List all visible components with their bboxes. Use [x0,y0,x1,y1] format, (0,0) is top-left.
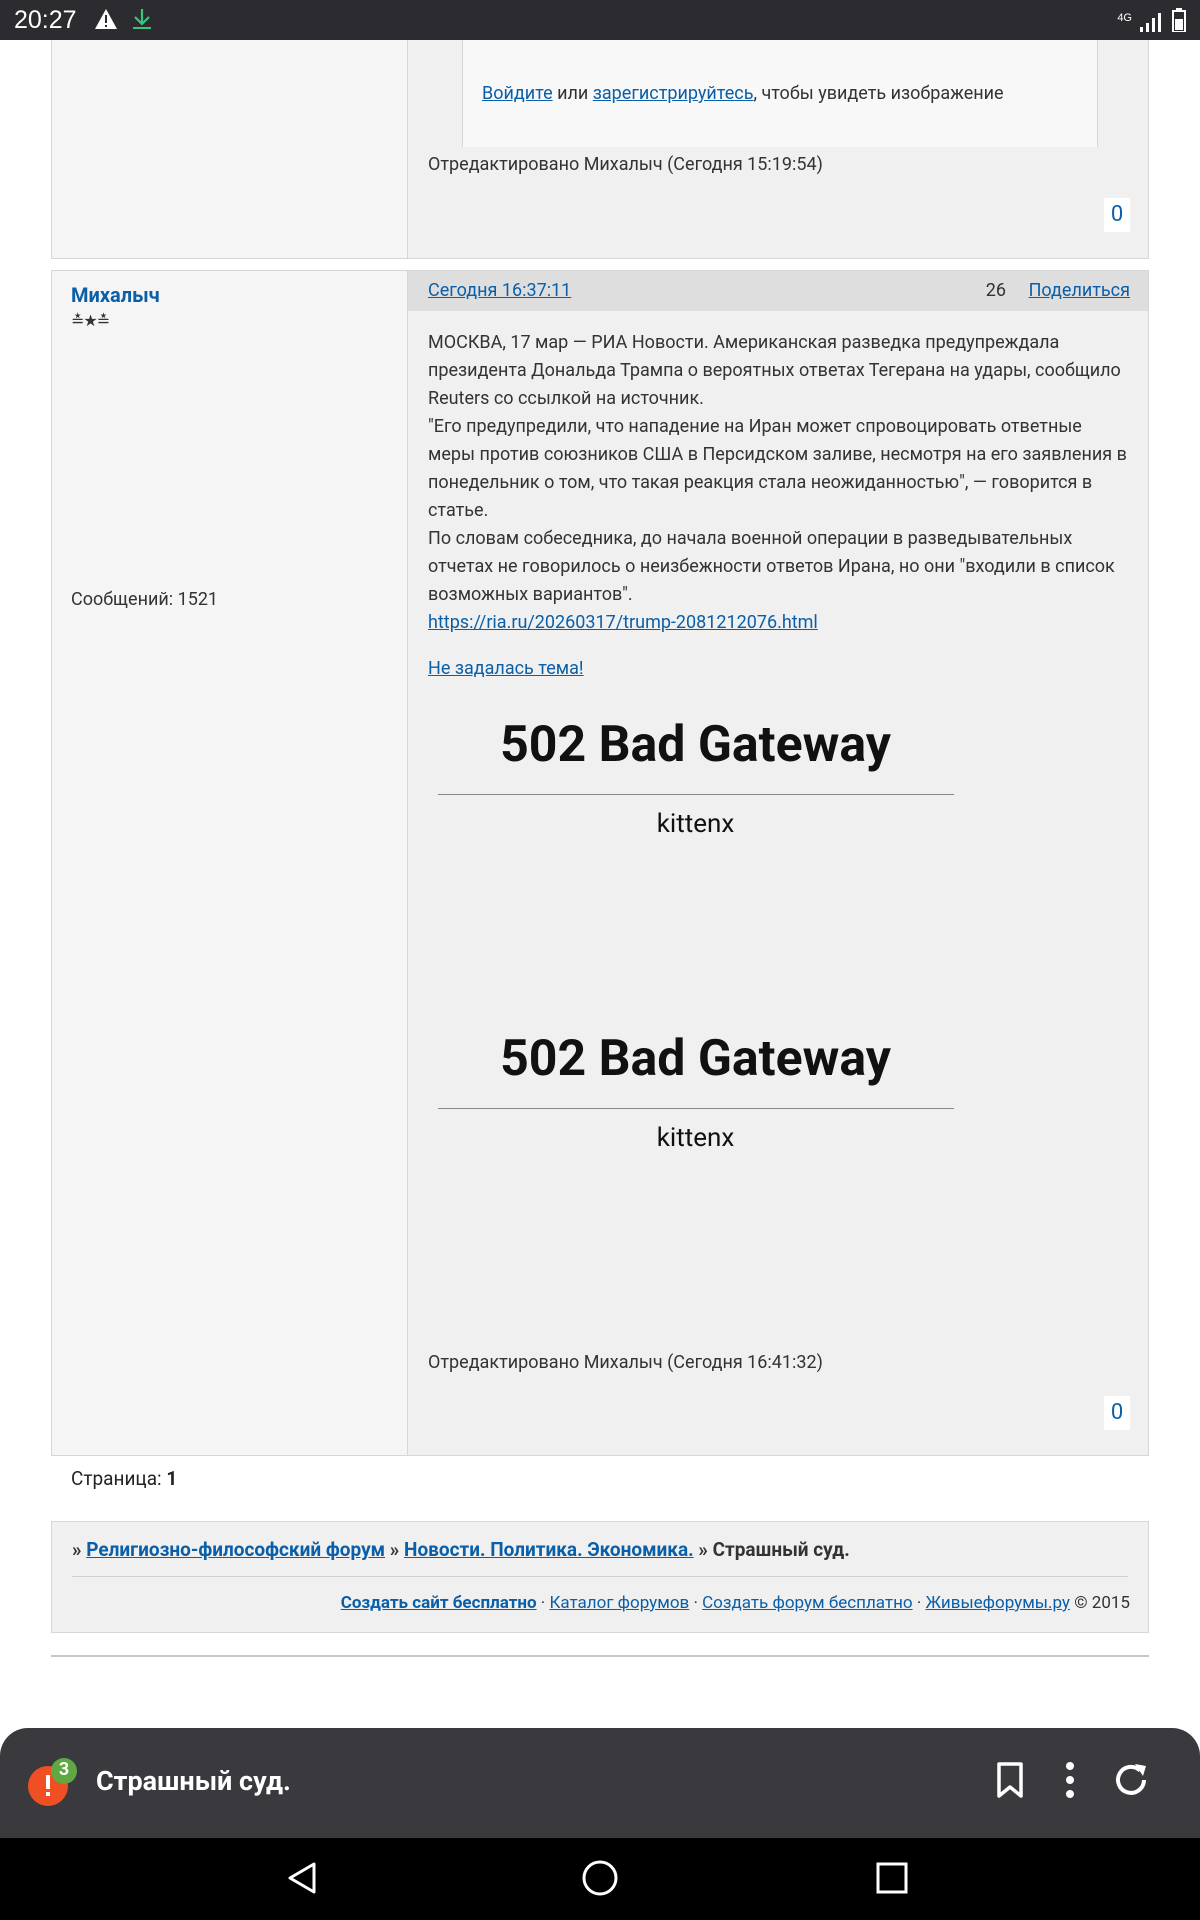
forum-catalog-link[interactable]: Каталог форумов [549,1593,690,1613]
post-paragraph: "Его предупредили, что нападение на Иран может спровоцировать ответные меры против союзников США в Персидском заливе, несмотря на его заявления в понедельник о том, что такая реакция стала неожиданностью", — говорится в статье. [428,416,1127,521]
current-page: 1 [166,1467,178,1490]
author-name[interactable]: Михалыч [71,283,160,307]
create-site-link[interactable]: Создать сайт бесплатно [340,1593,537,1613]
download-icon [131,7,153,35]
warning-icon [94,8,118,34]
footer-links: Создать сайт бесплатно · Каталог форумов · Создать форум бесплатно · Живыефорумы.ру © 2015 [340,1593,1130,1613]
article-link[interactable]: https://ria.ru/20260317/trump-2081212076.html [428,612,818,633]
message-count: Сообщений: 1521 [71,589,219,610]
breadcrumb [51,1521,1149,1633]
signal-icon [1138,12,1166,36]
register-link[interactable]: зарегистрируйтесь [592,83,754,104]
post-number: 26 [985,280,1006,301]
status-time: 20:27 [14,6,77,34]
bookmark-button[interactable] [994,1760,1026,1804]
like-counter[interactable]: 0 [1104,1396,1130,1430]
network-type: 4G [1117,12,1132,24]
error-divider [438,1108,954,1109]
alert-button[interactable] [28,1758,88,1822]
login-link[interactable]: Войдите [482,83,553,104]
forum-post [51,270,1149,1456]
recents-button[interactable] [874,1858,910,1902]
battery-icon [1172,8,1186,36]
post-paragraph: По словам собеседника, до начала военной операции в разведывательных отчетах не говорилось о неизбежности ответов Ирана, но они "входили в список возможных вариантов". [428,528,1115,605]
system-nav-bar [0,1838,1200,1920]
recents-square-icon [874,1858,910,1898]
more-menu-button[interactable] [1060,1760,1080,1804]
error-server: kittenx [656,809,735,839]
post-date-link[interactable]: Сегодня 16:37:11 [428,280,572,301]
error-title: 502 Bad Gateway [500,1030,891,1088]
post-author-column [52,40,408,258]
bookmark-icon [994,1760,1026,1800]
refresh-icon [1111,1760,1151,1800]
rank-stars-icon: ≛★≛ [71,311,110,330]
back-triangle-icon [284,1858,320,1898]
back-button[interactable] [284,1858,320,1902]
page-title: Страшный суд. [96,1765,291,1797]
like-counter[interactable]: 0 [1104,198,1130,232]
refresh-button[interactable] [1111,1760,1151,1804]
edited-note: Отредактировано Михалыч (Сегодня 16:41:32) [428,1352,823,1373]
home-circle-icon [580,1858,620,1898]
error-embed [408,716,983,839]
breadcrumb-section-link[interactable]: Новости. Политика. Экономика. [404,1538,694,1561]
error-title: 502 Bad Gateway [500,716,891,774]
post-header [408,271,1148,311]
quote-login-prompt: Войдите или зарегистрируйтесь, чтобы увидеть изображение [482,83,1004,104]
post-content-column [408,40,1148,258]
share-link[interactable]: Поделиться [1028,280,1130,301]
post-body [428,329,1128,637]
forum-post [51,40,1149,259]
divider [51,1655,1149,1657]
topic-link[interactable]: Не задалась тема! [428,658,584,679]
more-vertical-icon [1060,1760,1080,1800]
status-bar [0,0,1200,40]
divider [72,1576,1128,1577]
create-forum-link[interactable]: Создать форум бесплатно [702,1593,913,1613]
error-divider [438,794,954,795]
browser-bottom-bar [0,1728,1200,1838]
error-server: kittenx [656,1123,735,1153]
edited-note: Отредактировано Михалыч (Сегодня 15:19:54) [428,154,823,175]
post-paragraph: МОСКВА, 17 мар — РИА Новости. Американская разведка предупреждала президента Дональда Трампа о вероятных ответах Тегерана на удары, сообщило Reuters со ссылкой на источник. [428,332,1121,409]
live-forums-link[interactable]: Живыефорумы.ру [925,1593,1070,1613]
quote-box [462,40,1098,147]
post-author-column [52,271,408,1455]
notification-badge-count: 3 [58,1759,70,1780]
post-content-column [408,271,1148,1455]
breadcrumb-forum-link[interactable]: Религиозно-философский форум [86,1538,386,1561]
pagination: Страница: 1 [71,1467,178,1490]
breadcrumb-path: » Религиозно-философский форум » Новости. Политика. Экономика. » Страшный суд. [72,1538,850,1561]
error-embed [408,1030,983,1153]
home-button[interactable] [580,1858,620,1902]
breadcrumb-current: » Страшный суд. [693,1538,850,1561]
